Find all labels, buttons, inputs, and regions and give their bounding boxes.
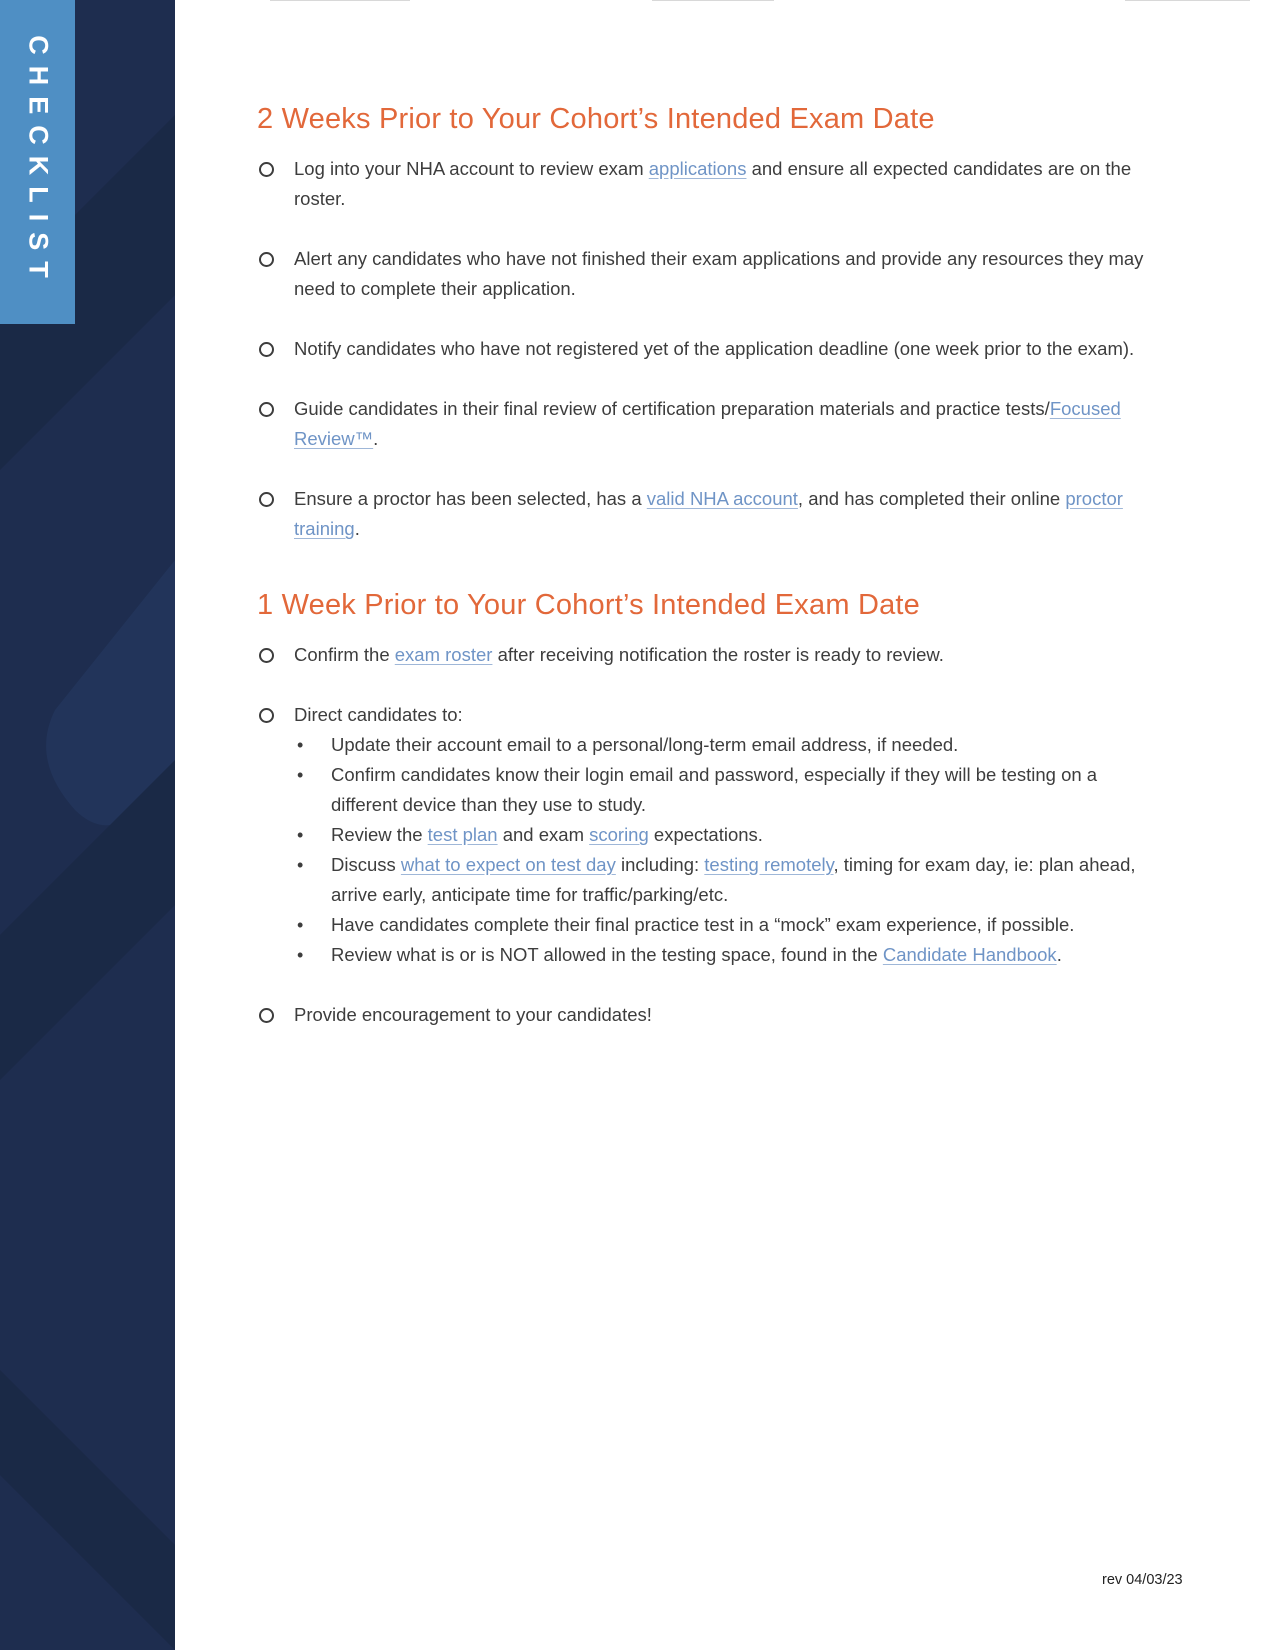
sub-bullet-item: • Update their account email to a personal/long-term email address, if needed. bbox=[294, 730, 1167, 760]
checklist-item: Notify candidates who have not registered yet of the application deadline (one week prior to the exam). bbox=[257, 334, 1167, 364]
proctor-training-link[interactable]: proctor training bbox=[294, 488, 1123, 539]
checkbox-circle-icon[interactable] bbox=[259, 252, 274, 267]
valid-nha-account-link[interactable]: valid NHA account bbox=[646, 488, 798, 509]
section-heading-2-weeks: 2 Weeks Prior to Your Cohort’s Intended Exam Date bbox=[257, 103, 935, 135]
top-rule-2 bbox=[652, 0, 774, 1]
checklist-item: Alert any candidates who have not finished their exam applications and provide any resources they may need to complete their application. bbox=[257, 244, 1167, 304]
sidebar-band bbox=[0, 0, 175, 1650]
checkbox-circle-icon[interactable] bbox=[259, 648, 274, 663]
checkbox-circle-icon[interactable] bbox=[259, 342, 274, 357]
bullet-icon: • bbox=[297, 915, 304, 935]
testing-remotely-link[interactable]: testing remotely bbox=[704, 854, 834, 875]
sub-bullet-list bbox=[294, 730, 1167, 970]
bullet-icon: • bbox=[297, 735, 304, 755]
sub-bullet-item: • Confirm candidates know their login email and password, especially if they will be testing on a different device than they use to study. bbox=[294, 760, 1167, 820]
top-rule-1 bbox=[270, 0, 410, 1]
focused-review-link[interactable]: Focused Review™ bbox=[294, 398, 1121, 449]
revision-date: rev 04/03/23 bbox=[1102, 1572, 1183, 1588]
scoring-link[interactable]: scoring bbox=[589, 824, 649, 845]
checkbox-circle-icon[interactable] bbox=[259, 492, 274, 507]
checklist-item: Ensure a proctor has been selected, has a valid NHA account, and has completed their online proctor training. bbox=[257, 484, 1167, 544]
checklist-tab bbox=[0, 0, 75, 324]
sub-bullet-item: • Review the test plan and exam scoring expectations. bbox=[294, 820, 1167, 850]
bullet-icon: • bbox=[297, 765, 304, 785]
checklist-item: Log into your NHA account to review exam applications and ensure all expected candidates are on the roster. bbox=[257, 154, 1167, 214]
checklist-tab-label: CHECKLIST bbox=[23, 35, 54, 289]
checklist-item bbox=[257, 700, 1167, 970]
what-to-expect-link[interactable]: what to expect on test day bbox=[400, 854, 616, 875]
exam-roster-link[interactable]: exam roster bbox=[394, 644, 493, 665]
checkbox-circle-icon[interactable] bbox=[259, 708, 274, 723]
sub-bullet-item: • Have candidates complete their final practice test in a “mock” exam experience, if possible. bbox=[294, 910, 1167, 940]
test-plan-link[interactable]: test plan bbox=[427, 824, 498, 845]
top-rule-3 bbox=[1125, 0, 1250, 1]
checklist-item: Guide candidates in their final review of certification preparation materials and practice tests/Focused Review™. bbox=[257, 394, 1167, 454]
applications-link[interactable]: applications bbox=[648, 158, 747, 179]
checkbox-circle-icon[interactable] bbox=[259, 1008, 274, 1023]
checklist-item: Provide encouragement to your candidates! bbox=[257, 1000, 1167, 1030]
sub-bullet-item: • Review what is or is NOT allowed in the testing space, found in the Candidate Handbook. bbox=[294, 940, 1167, 970]
candidate-handbook-link[interactable]: Candidate Handbook bbox=[882, 944, 1057, 965]
section-heading-1-week: 1 Week Prior to Your Cohort’s Intended Exam Date bbox=[257, 589, 921, 621]
checkbox-circle-icon[interactable] bbox=[259, 162, 274, 177]
sub-bullet-item: • Discuss what to expect on test day including: testing remotely, timing for exam day, ie: plan ahead, arrive early, anticipate time for traffic/parking/etc. bbox=[294, 850, 1167, 910]
checklist-item: Confirm the exam roster after receiving notification the roster is ready to review. bbox=[257, 640, 1167, 670]
checkbox-circle-icon[interactable] bbox=[259, 402, 274, 417]
bullet-icon: • bbox=[297, 945, 304, 965]
bullet-icon: • bbox=[297, 855, 304, 875]
direct-candidates-intro: Direct candidates to: bbox=[294, 704, 463, 725]
bullet-icon: • bbox=[297, 825, 304, 845]
checklist-content bbox=[257, 98, 1167, 1060]
